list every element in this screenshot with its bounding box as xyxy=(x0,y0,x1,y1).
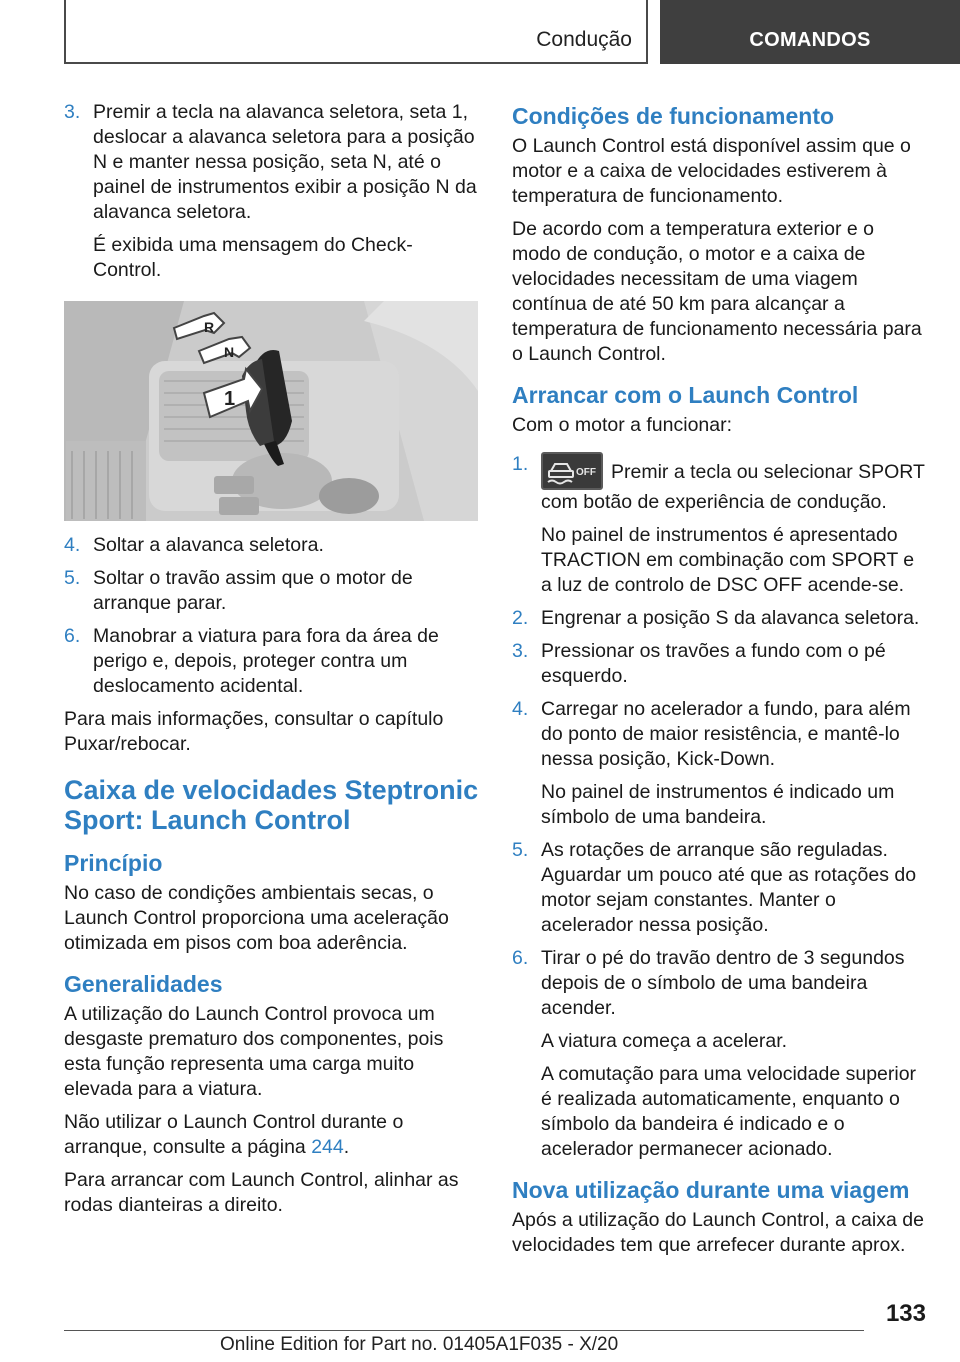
step-text: Soltar o travão assim que o motor de arranque parar. xyxy=(93,567,413,614)
step-text-content: Premir a tecla ou selecionar SPORT com botão de experiência de condução. xyxy=(541,461,925,513)
right-step-3 xyxy=(512,639,928,689)
right-column xyxy=(512,100,928,1266)
step-3 xyxy=(64,100,480,283)
step-5 xyxy=(64,566,480,616)
step-number: 3. xyxy=(64,101,81,123)
left-column xyxy=(64,100,480,1226)
conditions-heading: Condições de funcionamento xyxy=(512,103,835,129)
step-note: A viatura começa a acelerar. xyxy=(541,1030,788,1052)
step-note: No painel de instrumentos é indicado um símbolo de uma bandeira. xyxy=(541,781,895,828)
step-note: É exibida uma mensagem do Check-Control. xyxy=(93,234,413,281)
step-4 xyxy=(64,533,480,558)
gear-selector-illustration xyxy=(64,301,478,521)
step-note-2: A comutação para uma velocidade superior é realizada automaticamente, enquanto o símbolo da bandeira é indicado e o acelerador permanecer acionado. xyxy=(541,1063,917,1160)
again-heading: Nova utilização durante uma viagem xyxy=(512,1177,910,1203)
arrow-label-1: 1 xyxy=(224,388,236,410)
step-text: As rotações de arranque são reguladas. Aguardar um pouco até que as rotações do motor sejam constantes. Manter o acelerador nessa posição. xyxy=(541,839,917,936)
page-number: 133 xyxy=(885,1300,926,1327)
step-text: Manobrar a viatura para fora da área de perigo e, depois, proteger contra um deslocamento acidental. xyxy=(93,625,439,697)
main-heading: Caixa de velocidades Steptronic Sport: Launch Control xyxy=(64,775,479,835)
conditions-paragraph-1: O Launch Control está disponível assim que o motor e a caixa de velocidades estiverem à temperatura de funcionamento. xyxy=(512,135,911,207)
edition-text: Online Edition for Part no. 01405A1F035 - X/20 xyxy=(220,1334,619,1355)
step-note: No painel de instrumentos é apresentado TRACTION em combinação com SPORT e a luz de controlo de DSC OFF acende-se. xyxy=(541,524,915,596)
again-text: Após a utilização do Launch Control, a caixa de velocidades tem que arrefecer durante aprox. xyxy=(512,1209,924,1256)
step-text xyxy=(541,452,928,515)
page-link-244[interactable]: 244 xyxy=(311,1136,344,1158)
step-number: 4. xyxy=(512,698,529,720)
step-text: Soltar a alavanca seletora. xyxy=(93,534,324,556)
general-paragraph-3: Para arrancar com Launch Control, alinhar as rodas dianteiras a direito. xyxy=(64,1169,459,1216)
step-number: 3. xyxy=(512,640,529,662)
start-intro: Com o motor a funcionar: xyxy=(512,414,733,436)
step-text: Pressionar os travões a fundo com o pé esquerdo. xyxy=(541,640,886,687)
header-left-box xyxy=(64,0,648,64)
right-step-4 xyxy=(512,697,928,830)
step-number: 1. xyxy=(512,453,529,475)
step-number: 2. xyxy=(512,607,529,629)
step-text: Carregar no acelerador a fundo, para além do ponto de maior resistência, e mantê-lo nessa posição, Kick-Down. xyxy=(541,698,911,770)
gear-selector-figure xyxy=(64,301,478,521)
general-paragraph-2-end: . xyxy=(343,1136,350,1158)
step-text: Tirar o pé do travão dentro de 3 segundos depois de o símbolo de uma bandeira acender. xyxy=(541,947,905,1019)
step-number: 5. xyxy=(64,567,81,589)
step-6 xyxy=(64,624,480,699)
chapter-title: COMANDOS xyxy=(749,29,871,51)
step-number: 5. xyxy=(512,839,529,861)
step-number: 4. xyxy=(64,534,81,556)
step-text: Engrenar a posição S da alavanca seletora. xyxy=(541,607,920,629)
general-paragraph-1: A utilização do Launch Control provoca um desgaste prematuro dos componentes, pois esta função representa uma carga muito elevada para a viatura. xyxy=(64,1003,444,1100)
right-step-2 xyxy=(512,606,928,631)
more-info-text: Para mais informações, consultar o capítulo Puxar/rebocar. xyxy=(64,708,444,755)
general-paragraph-2-text: Não utilizar o Launch Control durante o arranque, consulte a página xyxy=(64,1111,404,1158)
start-heading: Arrancar com o Launch Control xyxy=(512,382,859,408)
step-number: 6. xyxy=(512,947,529,969)
arrow-label-r: R xyxy=(204,319,215,335)
step-number: 6. xyxy=(64,625,81,647)
right-step-5 xyxy=(512,838,928,938)
traction-off-icon xyxy=(541,452,603,490)
section-title: Condução xyxy=(536,28,632,51)
principle-heading: Princípio xyxy=(64,850,163,876)
arrow-label-n: N xyxy=(224,344,235,360)
footer-divider xyxy=(64,1330,864,1331)
step-text: Premir a tecla na alavanca seletora, seta 1, deslocar a alavanca seletora para a posição N e manter nessa posição, seta N, até o painel de instrumentos exibir a posição N da alavanca seletora. xyxy=(93,101,477,223)
general-heading: Generalidades xyxy=(64,971,223,997)
right-step-1 xyxy=(512,452,928,598)
header-chapter-box xyxy=(660,0,960,64)
conditions-paragraph-2: De acordo com a temperatura exterior e o modo de condução, o motor e a caixa de velocidades necessitam de uma viagem contínua de até 50 km para alcançar a temperatura de funcionamento necessária para o Launch Control. xyxy=(512,218,922,365)
principle-text: No caso de condições ambientais secas, o Launch Control proporciona uma aceleração otimizada em pisos com boa aderência. xyxy=(64,882,449,954)
general-paragraph-2 xyxy=(64,1110,480,1160)
icon-off-label: OFF xyxy=(576,467,596,478)
right-step-6 xyxy=(512,946,928,1162)
